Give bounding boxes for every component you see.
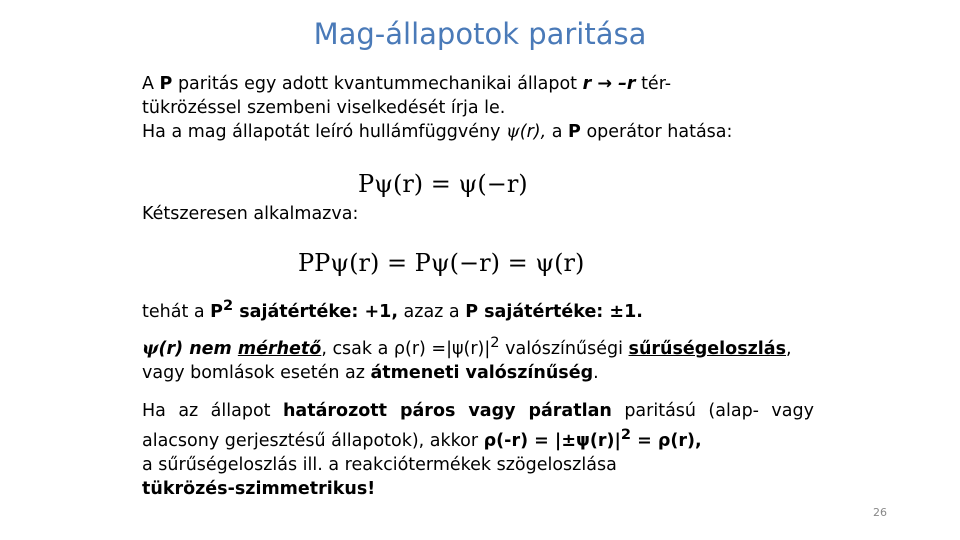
- text: (r),: [519, 122, 547, 142]
- text: mérhető: [237, 338, 322, 359]
- text: ,: [786, 338, 792, 359]
- text: azaz a: [397, 301, 466, 322]
- superscript: 2: [490, 334, 500, 351]
- page-number: 26: [873, 506, 887, 519]
- vector-minus-r: –r: [618, 74, 636, 94]
- text: , csak a: [321, 338, 394, 359]
- text: tehát a: [142, 301, 211, 322]
- text: (r) nem: [158, 338, 238, 359]
- density-formula: ρ(-r) = |±ψ(r)|: [483, 430, 621, 451]
- equation-parity-action: Pψ(r) = ψ(−r): [358, 170, 528, 198]
- operator-p: P: [465, 301, 479, 322]
- paragraph-symmetry: [142, 399, 814, 501]
- text: paritás egy adott kvantummechanikai állapot: [172, 74, 583, 94]
- text-line: a sűrűségeloszlás ill. a reakciótermékek szögeloszlása: [142, 454, 617, 475]
- paragraph-eigenvalues: [142, 294, 814, 324]
- superscript: 2: [222, 297, 234, 314]
- text: .: [593, 362, 599, 383]
- density-formula: ρ(r) =|ψ(r)|: [393, 338, 491, 359]
- text: alacsony gerjesztésű állapotok), akkor: [142, 430, 484, 451]
- text: határozott páros vagy páratlan: [282, 401, 612, 421]
- paragraph-parity-definition: [142, 72, 814, 144]
- arrow-symbol: →: [591, 74, 619, 94]
- text: Ha az állapot: [142, 401, 283, 421]
- text: sajátértéke: +1,: [233, 301, 398, 322]
- text: tükrözéssel szembeni viselkedését írja le.: [142, 98, 506, 118]
- text: a: [546, 122, 569, 142]
- psi-symbol: ψ: [506, 122, 520, 142]
- equation-double-parity: PPψ(r) = Pψ(−r) = ψ(r): [298, 249, 585, 277]
- superscript: 2: [620, 426, 632, 443]
- text: valószínűségi: [499, 338, 629, 359]
- operator-p: P: [210, 301, 223, 322]
- psi-symbol: ψ: [142, 338, 159, 359]
- text: tér-: [635, 74, 672, 94]
- operator-p: P: [159, 74, 173, 94]
- text: A: [142, 74, 160, 94]
- text-line: tükrözés-szimmetrikus!: [142, 478, 376, 499]
- text: paritású (alap- vagy: [611, 401, 814, 421]
- text: sűrűségeloszlás: [628, 338, 787, 359]
- paragraph-measurability: [142, 331, 814, 385]
- text: sajátértéke: ±1.: [478, 301, 643, 322]
- text-line: [142, 399, 814, 423]
- text: átmeneti valószínűség: [370, 362, 594, 383]
- text: vagy bomlások esetén az: [142, 362, 371, 383]
- vector-r: r: [582, 74, 592, 94]
- text: = ρ(r),: [631, 430, 702, 451]
- paragraph-apply-twice: Kétszeresen alkalmazva:: [142, 204, 359, 224]
- slide-title: Mag-állapotok paritása: [313, 17, 647, 51]
- text: Ha a mag állapotát leíró hullámfüggvény: [142, 122, 507, 142]
- text-line: [142, 423, 814, 453]
- operator-p: P: [568, 122, 581, 142]
- text: operátor hatása:: [580, 122, 733, 142]
